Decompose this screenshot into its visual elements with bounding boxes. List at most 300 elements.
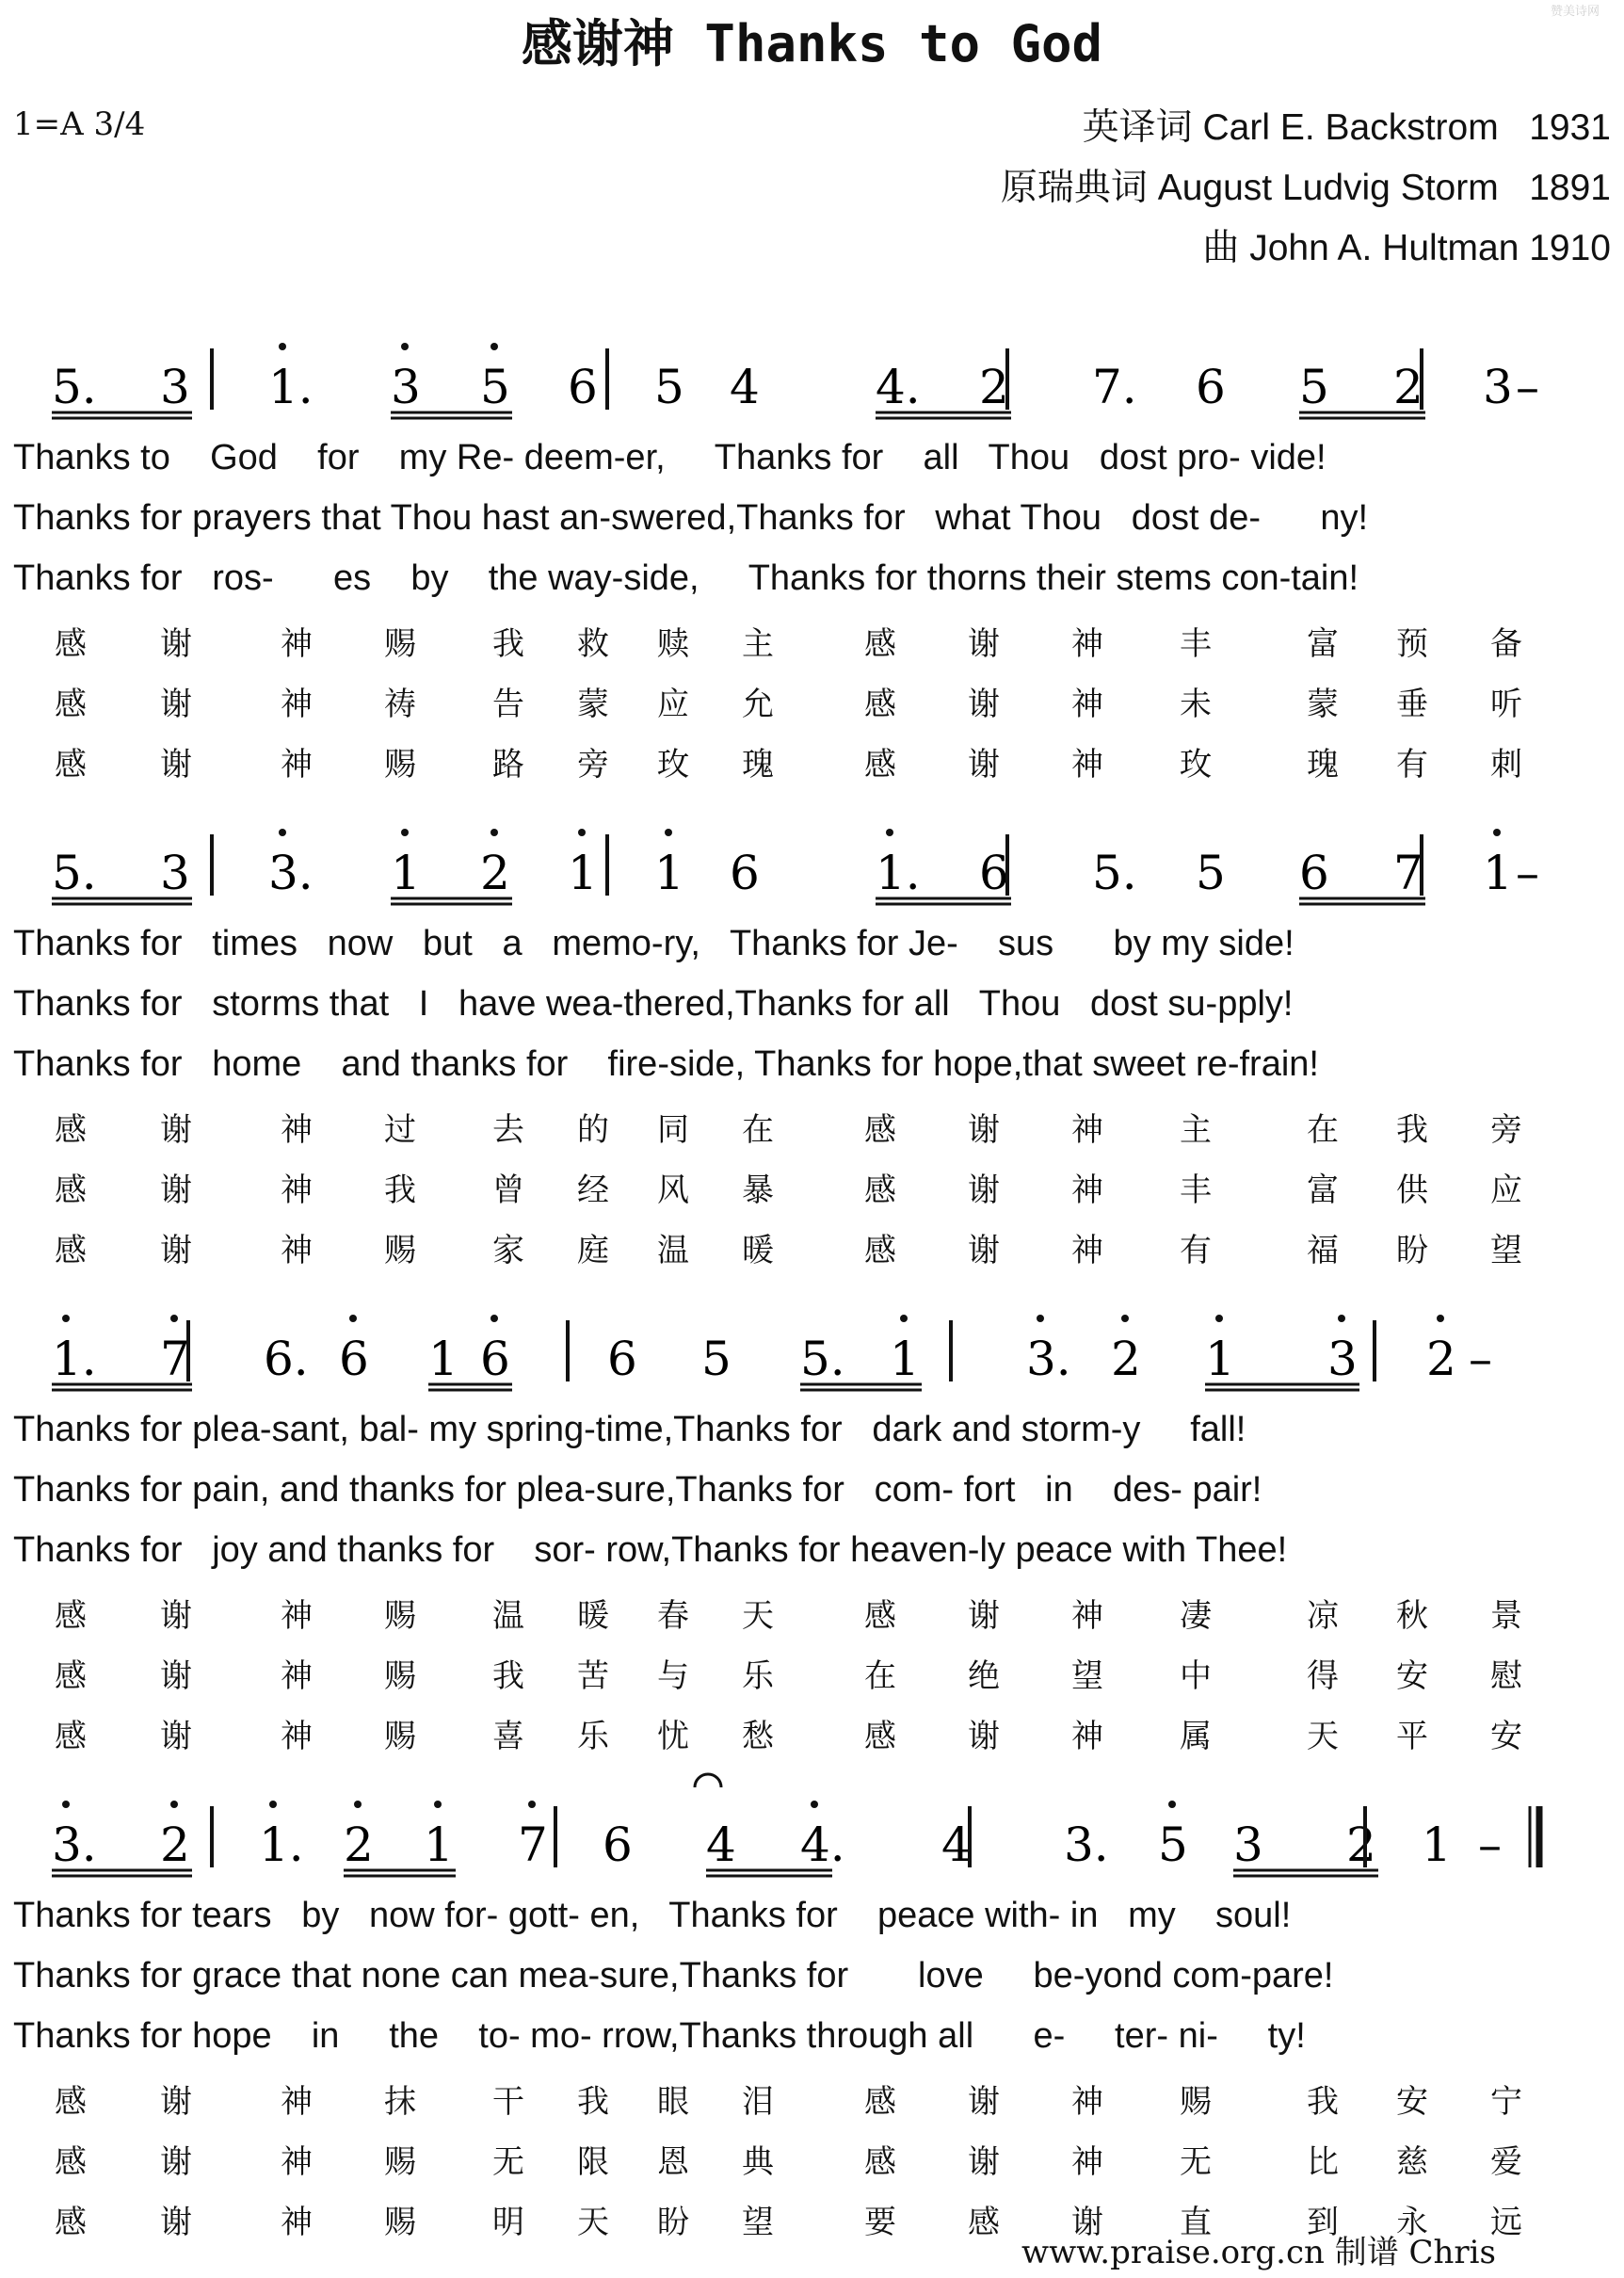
note: 5 bbox=[1299, 360, 1329, 414]
chinese-syllable: 远 bbox=[1490, 2204, 1522, 2241]
note: 1 bbox=[568, 846, 598, 900]
note: 1 bbox=[654, 846, 684, 900]
credits bbox=[1001, 98, 1611, 279]
chinese-syllable: 允 bbox=[742, 686, 774, 723]
note: 5 bbox=[1158, 1818, 1188, 1872]
note: 5. bbox=[52, 846, 97, 900]
note: 4 bbox=[941, 1818, 972, 1872]
chinese-syllable: 主 bbox=[1180, 1111, 1212, 1149]
note: 2 bbox=[979, 360, 1009, 414]
chinese-syllable: 瑰 bbox=[742, 746, 774, 784]
chinese-syllable: 凉 bbox=[1307, 1597, 1339, 1635]
chinese-syllable: 旁 bbox=[577, 746, 609, 784]
chinese-syllable: 典 bbox=[742, 2143, 774, 2181]
english-lyric-line: Thanks for prayers that Thou hast an-swered,Thanks for what Thou dost de- ny! bbox=[13, 498, 1369, 538]
note: – bbox=[1469, 1332, 1492, 1386]
chinese-lyric-line bbox=[0, 612, 1624, 665]
chinese-syllable: 在 bbox=[1307, 1111, 1339, 1149]
note: 6 bbox=[979, 846, 1009, 900]
octave-dot bbox=[578, 829, 586, 836]
note: 7. bbox=[1092, 360, 1137, 414]
note: 1. bbox=[52, 1332, 97, 1386]
chinese-syllable: 玫 bbox=[1180, 746, 1212, 784]
chinese-syllable: 温 bbox=[657, 1232, 689, 1269]
chinese-lyric-line bbox=[0, 1098, 1624, 1151]
english-lyric-line: Thanks for home and thanks for fire-side, Thanks for hope,that sweet re-frain! bbox=[13, 1044, 1319, 1084]
note: 1. bbox=[876, 846, 921, 900]
octave-dot bbox=[811, 1801, 818, 1808]
chinese-syllable: 谢 bbox=[160, 2083, 192, 2121]
octave-dot bbox=[62, 1801, 70, 1808]
note: 2 bbox=[160, 1818, 190, 1872]
chinese-syllable: 神 bbox=[1071, 686, 1103, 723]
chinese-syllable: 在 bbox=[864, 1657, 896, 1695]
chinese-syllable: 富 bbox=[1307, 1171, 1339, 1209]
note: 4 bbox=[730, 360, 760, 414]
chinese-syllable: 明 bbox=[492, 2204, 524, 2241]
note: 1 bbox=[424, 1818, 454, 1872]
chinese-syllable: 谢 bbox=[968, 746, 1000, 784]
chinese-syllable: 神 bbox=[1071, 1597, 1103, 1635]
chinese-syllable: 的 bbox=[577, 1111, 609, 1149]
octave-dot bbox=[490, 343, 498, 350]
chinese-syllable: 神 bbox=[1071, 625, 1103, 663]
chinese-syllable: 抹 bbox=[384, 2083, 416, 2121]
chinese-syllable: 爱 bbox=[1490, 2143, 1522, 2181]
chinese-syllable: 绝 bbox=[968, 1657, 1000, 1695]
chinese-syllable: 天 bbox=[1307, 1718, 1339, 1755]
chinese-syllable: 赐 bbox=[384, 1232, 416, 1269]
notation-line bbox=[0, 1283, 1624, 1396]
octave-dot bbox=[490, 829, 498, 836]
chinese-syllable: 温 bbox=[492, 1597, 524, 1635]
chinese-syllable: 经 bbox=[577, 1171, 609, 1209]
chinese-syllable: 限 bbox=[577, 2143, 609, 2181]
chinese-syllable: 感 bbox=[864, 1171, 896, 1209]
chinese-syllable: 赐 bbox=[384, 625, 416, 663]
chinese-syllable: 眼 bbox=[657, 2083, 689, 2121]
note: 3. bbox=[268, 846, 314, 900]
chinese-syllable: 感 bbox=[55, 1657, 87, 1695]
note: 1 bbox=[391, 846, 421, 900]
note: 3 bbox=[391, 360, 421, 414]
note: 1 bbox=[1205, 1332, 1235, 1386]
chinese-syllable: 神 bbox=[1071, 746, 1103, 784]
octave-dot bbox=[490, 1315, 498, 1322]
chinese-syllable: 感 bbox=[55, 2143, 87, 2181]
octave-dot bbox=[900, 1315, 908, 1322]
chinese-syllable: 赐 bbox=[384, 1597, 416, 1635]
chinese-syllable: 永 bbox=[1396, 2204, 1428, 2241]
chinese-syllable: 神 bbox=[281, 1657, 313, 1695]
chinese-syllable: 谢 bbox=[160, 1111, 192, 1149]
chinese-syllable: 中 bbox=[1180, 1657, 1212, 1695]
chinese-syllable: 感 bbox=[864, 625, 896, 663]
chinese-syllable: 瑰 bbox=[1307, 746, 1339, 784]
chinese-syllable: 天 bbox=[577, 2204, 609, 2241]
octave-dot bbox=[349, 1315, 357, 1322]
swedish-lyrics-credit: 原瑞典词 August Ludvig Storm 1891 bbox=[1000, 168, 1611, 208]
watermark-logo: 赞美诗网 bbox=[1550, 5, 1600, 19]
chinese-syllable: 我 bbox=[1396, 1111, 1428, 1149]
note: 5 bbox=[701, 1332, 732, 1386]
chinese-syllable: 天 bbox=[742, 1597, 774, 1635]
chinese-syllable: 感 bbox=[864, 686, 896, 723]
note: 5. bbox=[1092, 846, 1137, 900]
chinese-syllable: 感 bbox=[55, 1597, 87, 1635]
chinese-syllable: 曾 bbox=[492, 1171, 524, 1209]
chinese-syllable: 我 bbox=[577, 2083, 609, 2121]
chinese-syllable: 谢 bbox=[968, 625, 1000, 663]
chinese-syllable: 备 bbox=[1490, 625, 1522, 663]
chinese-syllable: 苦 bbox=[577, 1657, 609, 1695]
chinese-lyric-line bbox=[0, 672, 1624, 725]
chinese-syllable: 赐 bbox=[384, 2204, 416, 2241]
note: 5 bbox=[1196, 846, 1226, 900]
note: 4. bbox=[876, 360, 921, 414]
english-lyric-line: Thanks for joy and thanks for sor- row,Thanks for heaven-ly peace with Thee! bbox=[13, 1530, 1288, 1570]
chinese-lyric-line bbox=[0, 1584, 1624, 1637]
chinese-syllable: 神 bbox=[1071, 2083, 1103, 2121]
music-credit: 曲 John A. Hultman 1910 bbox=[1202, 228, 1611, 268]
chinese-syllable: 我 bbox=[492, 625, 524, 663]
note: 6 bbox=[339, 1332, 369, 1386]
chinese-syllable: 安 bbox=[1396, 2083, 1428, 2121]
chinese-syllable: 谢 bbox=[968, 1111, 1000, 1149]
note: 1 bbox=[428, 1332, 458, 1386]
chinese-syllable: 神 bbox=[281, 1597, 313, 1635]
chinese-syllable: 干 bbox=[492, 2083, 524, 2121]
chinese-syllable: 主 bbox=[742, 625, 774, 663]
chinese-syllable: 玫 bbox=[657, 746, 689, 784]
chinese-syllable: 路 bbox=[492, 746, 524, 784]
octave-dot bbox=[1215, 1315, 1223, 1322]
chinese-syllable: 凄 bbox=[1180, 1597, 1212, 1635]
chinese-syllable: 应 bbox=[657, 686, 689, 723]
chinese-syllable: 感 bbox=[55, 1232, 87, 1269]
chinese-syllable: 盼 bbox=[1396, 1232, 1428, 1269]
chinese-syllable: 谢 bbox=[160, 1232, 192, 1269]
chinese-syllable: 要 bbox=[864, 2204, 896, 2241]
notation-line bbox=[0, 797, 1624, 910]
chinese-syllable: 感 bbox=[864, 2083, 896, 2121]
chinese-lyric-line bbox=[0, 1219, 1624, 1271]
chinese-syllable: 丰 bbox=[1180, 1171, 1212, 1209]
chinese-syllable: 与 bbox=[657, 1657, 689, 1695]
english-lyric-line: Thanks for ros- es by the way-side, Thanks for thorns their stems con-tain! bbox=[13, 558, 1359, 598]
chinese-syllable: 到 bbox=[1307, 2204, 1339, 2241]
chinese-syllable: 预 bbox=[1396, 625, 1428, 663]
chinese-syllable: 风 bbox=[657, 1171, 689, 1209]
chinese-syllable: 赐 bbox=[384, 746, 416, 784]
octave-dot bbox=[1037, 1315, 1044, 1322]
note: – bbox=[1516, 360, 1539, 414]
chinese-syllable: 喜 bbox=[492, 1718, 524, 1755]
note: 3 bbox=[160, 360, 190, 414]
chinese-syllable: 感 bbox=[55, 1718, 87, 1755]
octave-dot bbox=[401, 829, 409, 836]
english-lyric-line: Thanks for grace that none can mea-sure,Thanks for love be-yond com-pare! bbox=[13, 1956, 1334, 1995]
chinese-syllable: 景 bbox=[1490, 1597, 1522, 1635]
chinese-syllable: 得 bbox=[1307, 1657, 1339, 1695]
chinese-lyric-line bbox=[0, 1704, 1624, 1757]
chinese-syllable: 感 bbox=[864, 2143, 896, 2181]
note: 4. bbox=[800, 1818, 845, 1872]
note: 7 bbox=[1393, 846, 1423, 900]
chinese-syllable: 属 bbox=[1180, 1718, 1212, 1755]
chinese-syllable: 泪 bbox=[742, 2083, 774, 2121]
chinese-syllable: 谢 bbox=[1071, 2204, 1103, 2241]
chinese-syllable: 感 bbox=[55, 1171, 87, 1209]
chinese-syllable: 神 bbox=[281, 625, 313, 663]
note: 3. bbox=[1026, 1332, 1071, 1386]
score-system bbox=[0, 311, 1624, 791]
english-lyric-line: Thanks for pain, and thanks for plea-sure,Thanks for com- fort in des- pair! bbox=[13, 1470, 1262, 1510]
chinese-syllable: 谢 bbox=[968, 2083, 1000, 2121]
chinese-syllable: 去 bbox=[492, 1111, 524, 1149]
english-lyric-line: Thanks to God for my Re- deem-er, Thanks for all Thou dost pro- vide! bbox=[13, 438, 1327, 477]
chinese-syllable: 告 bbox=[492, 686, 524, 723]
chinese-syllable: 感 bbox=[968, 2204, 1000, 2241]
note: 4 bbox=[706, 1818, 736, 1872]
chinese-syllable: 乐 bbox=[742, 1657, 774, 1695]
note: 3 bbox=[160, 846, 190, 900]
chinese-syllable: 谢 bbox=[968, 2143, 1000, 2181]
octave-dot bbox=[886, 829, 893, 836]
chinese-syllable: 慈 bbox=[1396, 2143, 1428, 2181]
chinese-syllable: 神 bbox=[281, 1718, 313, 1755]
note: 2 bbox=[1393, 360, 1423, 414]
notation-line bbox=[0, 1769, 1624, 1882]
chinese-syllable: 谢 bbox=[968, 1171, 1000, 1209]
chinese-syllable: 祷 bbox=[384, 686, 416, 723]
note: 6 bbox=[480, 1332, 510, 1386]
chinese-lyric-line bbox=[0, 2070, 1624, 2123]
chinese-syllable: 感 bbox=[55, 686, 87, 723]
note: 6 bbox=[730, 846, 760, 900]
chinese-syllable: 感 bbox=[864, 1232, 896, 1269]
english-lyrics-credit: 英译词 Carl E. Backstrom 1931 bbox=[1082, 107, 1611, 148]
octave-dot bbox=[62, 1315, 70, 1322]
chinese-syllable: 过 bbox=[384, 1111, 416, 1149]
note: 2 bbox=[1111, 1332, 1141, 1386]
chinese-syllable: 家 bbox=[492, 1232, 524, 1269]
note: 6 bbox=[1196, 360, 1226, 414]
octave-dot bbox=[401, 343, 409, 350]
score-system bbox=[0, 797, 1624, 1277]
chinese-syllable: 应 bbox=[1490, 1171, 1522, 1209]
chinese-syllable: 神 bbox=[281, 686, 313, 723]
note: 1. bbox=[259, 1818, 304, 1872]
note: 2 bbox=[1346, 1818, 1376, 1872]
chinese-syllable: 神 bbox=[281, 2083, 313, 2121]
note: 3 bbox=[1483, 360, 1513, 414]
fermata-mark bbox=[695, 1774, 721, 1787]
chinese-syllable: 感 bbox=[55, 625, 87, 663]
chinese-syllable: 谢 bbox=[160, 1718, 192, 1755]
chinese-syllable: 望 bbox=[742, 2204, 774, 2241]
octave-dot bbox=[170, 1315, 178, 1322]
note: 2 bbox=[480, 846, 510, 900]
chinese-syllable: 神 bbox=[1071, 2143, 1103, 2181]
octave-dot bbox=[1338, 1315, 1345, 1322]
octave-dot bbox=[354, 1801, 362, 1808]
chinese-syllable: 赐 bbox=[1180, 2083, 1212, 2121]
note: 5. bbox=[800, 1332, 845, 1386]
chinese-syllable: 神 bbox=[1071, 1232, 1103, 1269]
chinese-syllable: 望 bbox=[1490, 1232, 1522, 1269]
chinese-syllable: 秋 bbox=[1396, 1597, 1428, 1635]
chinese-syllable: 神 bbox=[281, 1111, 313, 1149]
chinese-syllable: 听 bbox=[1490, 686, 1522, 723]
note: 5 bbox=[654, 360, 684, 414]
chinese-syllable: 谢 bbox=[160, 746, 192, 784]
chinese-syllable: 谢 bbox=[968, 686, 1000, 723]
score-system bbox=[0, 1769, 1624, 2249]
chinese-syllable: 谢 bbox=[160, 2143, 192, 2181]
chinese-syllable: 谢 bbox=[160, 625, 192, 663]
english-lyric-line: Thanks for storms that I have wea-thered,Thanks for all Thou dost su-pply! bbox=[13, 984, 1294, 1024]
octave-dot bbox=[279, 829, 286, 836]
chinese-syllable: 感 bbox=[864, 746, 896, 784]
chinese-syllable: 刺 bbox=[1490, 746, 1522, 784]
chinese-syllable: 垂 bbox=[1396, 686, 1428, 723]
song-title: 感谢神 Thanks to God bbox=[521, 14, 1103, 73]
chinese-syllable: 比 bbox=[1307, 2143, 1339, 2181]
chinese-lyric-line bbox=[0, 2130, 1624, 2183]
note: 3. bbox=[52, 1818, 97, 1872]
note: 5. bbox=[52, 360, 97, 414]
chinese-syllable: 蒙 bbox=[1307, 686, 1339, 723]
octave-dot bbox=[269, 1801, 277, 1808]
chinese-syllable: 有 bbox=[1180, 1232, 1212, 1269]
chinese-syllable: 谢 bbox=[160, 1171, 192, 1209]
octave-dot bbox=[665, 829, 672, 836]
chinese-syllable: 安 bbox=[1396, 1657, 1428, 1695]
chinese-lyric-line bbox=[0, 733, 1624, 785]
chinese-syllable: 乐 bbox=[577, 1718, 609, 1755]
chinese-syllable: 慰 bbox=[1490, 1657, 1522, 1695]
footer-credit: www.praise.org.cn 制谱 Chris bbox=[1021, 2234, 1496, 2271]
chinese-syllable: 在 bbox=[742, 1111, 774, 1149]
chinese-syllable: 谢 bbox=[160, 1657, 192, 1695]
notation-line bbox=[0, 311, 1624, 424]
note: 1. bbox=[268, 360, 314, 414]
chinese-syllable: 谢 bbox=[160, 1597, 192, 1635]
chinese-syllable: 神 bbox=[281, 1171, 313, 1209]
chinese-syllable: 暖 bbox=[742, 1232, 774, 1269]
chinese-syllable: 旁 bbox=[1490, 1111, 1522, 1149]
octave-dot bbox=[434, 1801, 442, 1808]
chinese-syllable: 救 bbox=[577, 625, 609, 663]
note: – bbox=[1516, 846, 1539, 900]
score-system bbox=[0, 1283, 1624, 1763]
chinese-syllable: 福 bbox=[1307, 1232, 1339, 1269]
chinese-syllable: 我 bbox=[492, 1657, 524, 1695]
english-lyric-line: Thanks for times now but a memo-ry, Thanks for Je- sus by my side! bbox=[13, 924, 1294, 963]
chinese-syllable: 无 bbox=[492, 2143, 524, 2181]
octave-dot bbox=[1121, 1315, 1129, 1322]
chinese-syllable: 神 bbox=[1071, 1171, 1103, 1209]
note: 1 bbox=[890, 1332, 920, 1386]
chinese-syllable: 谢 bbox=[968, 1232, 1000, 1269]
octave-dot bbox=[170, 1801, 178, 1808]
key-signature: 1=A 3/4 bbox=[13, 105, 146, 143]
chinese-syllable: 神 bbox=[281, 2143, 313, 2181]
chinese-syllable: 我 bbox=[1307, 2083, 1339, 2121]
note: 1 bbox=[1483, 846, 1513, 900]
note: 7 bbox=[160, 1332, 190, 1386]
chinese-syllable: 感 bbox=[55, 1111, 87, 1149]
chinese-syllable: 未 bbox=[1180, 686, 1212, 723]
chinese-syllable: 感 bbox=[55, 746, 87, 784]
octave-dot bbox=[1493, 829, 1501, 836]
chinese-syllable: 平 bbox=[1396, 1718, 1428, 1755]
chinese-lyric-line bbox=[0, 1158, 1624, 1211]
note: 6 bbox=[607, 1332, 637, 1386]
note: 6 bbox=[603, 1818, 633, 1872]
chinese-syllable: 同 bbox=[657, 1111, 689, 1149]
chinese-syllable: 感 bbox=[864, 1718, 896, 1755]
chinese-syllable: 恩 bbox=[657, 2143, 689, 2181]
note: 6 bbox=[1299, 846, 1329, 900]
note: 6. bbox=[264, 1332, 309, 1386]
chinese-syllable: 谢 bbox=[968, 1597, 1000, 1635]
chinese-syllable: 忧 bbox=[657, 1718, 689, 1755]
chinese-syllable: 望 bbox=[1071, 1657, 1103, 1695]
chinese-syllable: 宁 bbox=[1490, 2083, 1522, 2121]
chinese-syllable: 丰 bbox=[1180, 625, 1212, 663]
chinese-syllable: 直 bbox=[1180, 2204, 1212, 2241]
chinese-syllable: 感 bbox=[55, 2204, 87, 2241]
octave-dot bbox=[1437, 1315, 1444, 1322]
chinese-syllable: 愁 bbox=[742, 1718, 774, 1755]
chinese-syllable: 我 bbox=[384, 1171, 416, 1209]
octave-dot bbox=[279, 343, 286, 350]
note: 1 bbox=[1422, 1818, 1452, 1872]
note: 2 bbox=[344, 1818, 374, 1872]
chinese-syllable: 有 bbox=[1396, 746, 1428, 784]
octave-dot bbox=[528, 1801, 536, 1808]
chinese-syllable: 春 bbox=[657, 1597, 689, 1635]
chinese-syllable: 谢 bbox=[968, 1718, 1000, 1755]
chinese-syllable: 神 bbox=[281, 746, 313, 784]
chinese-lyric-line bbox=[0, 1644, 1624, 1697]
chinese-syllable: 谢 bbox=[160, 686, 192, 723]
note: 2 bbox=[1426, 1332, 1456, 1386]
chinese-syllable: 赐 bbox=[384, 1657, 416, 1695]
octave-dot bbox=[1168, 1801, 1176, 1808]
chinese-syllable: 庭 bbox=[577, 1232, 609, 1269]
english-lyric-line: Thanks for plea-sant, bal- my spring-time,Thanks for dark and storm-y fall! bbox=[13, 1410, 1246, 1449]
chinese-syllable: 无 bbox=[1180, 2143, 1212, 2181]
chinese-syllable: 感 bbox=[864, 1111, 896, 1149]
chinese-syllable: 感 bbox=[55, 2083, 87, 2121]
chinese-syllable: 谢 bbox=[160, 2204, 192, 2241]
chinese-syllable: 神 bbox=[281, 1232, 313, 1269]
note: 3. bbox=[1064, 1818, 1109, 1872]
chinese-syllable: 神 bbox=[1071, 1718, 1103, 1755]
note: – bbox=[1478, 1818, 1502, 1872]
chinese-syllable: 神 bbox=[281, 2204, 313, 2241]
note: 7 bbox=[518, 1818, 548, 1872]
chinese-syllable: 富 bbox=[1307, 625, 1339, 663]
chinese-syllable: 感 bbox=[864, 1597, 896, 1635]
note: 5 bbox=[480, 360, 510, 414]
chinese-syllable: 安 bbox=[1490, 1718, 1522, 1755]
chinese-syllable: 蒙 bbox=[577, 686, 609, 723]
chinese-syllable: 赎 bbox=[657, 625, 689, 663]
